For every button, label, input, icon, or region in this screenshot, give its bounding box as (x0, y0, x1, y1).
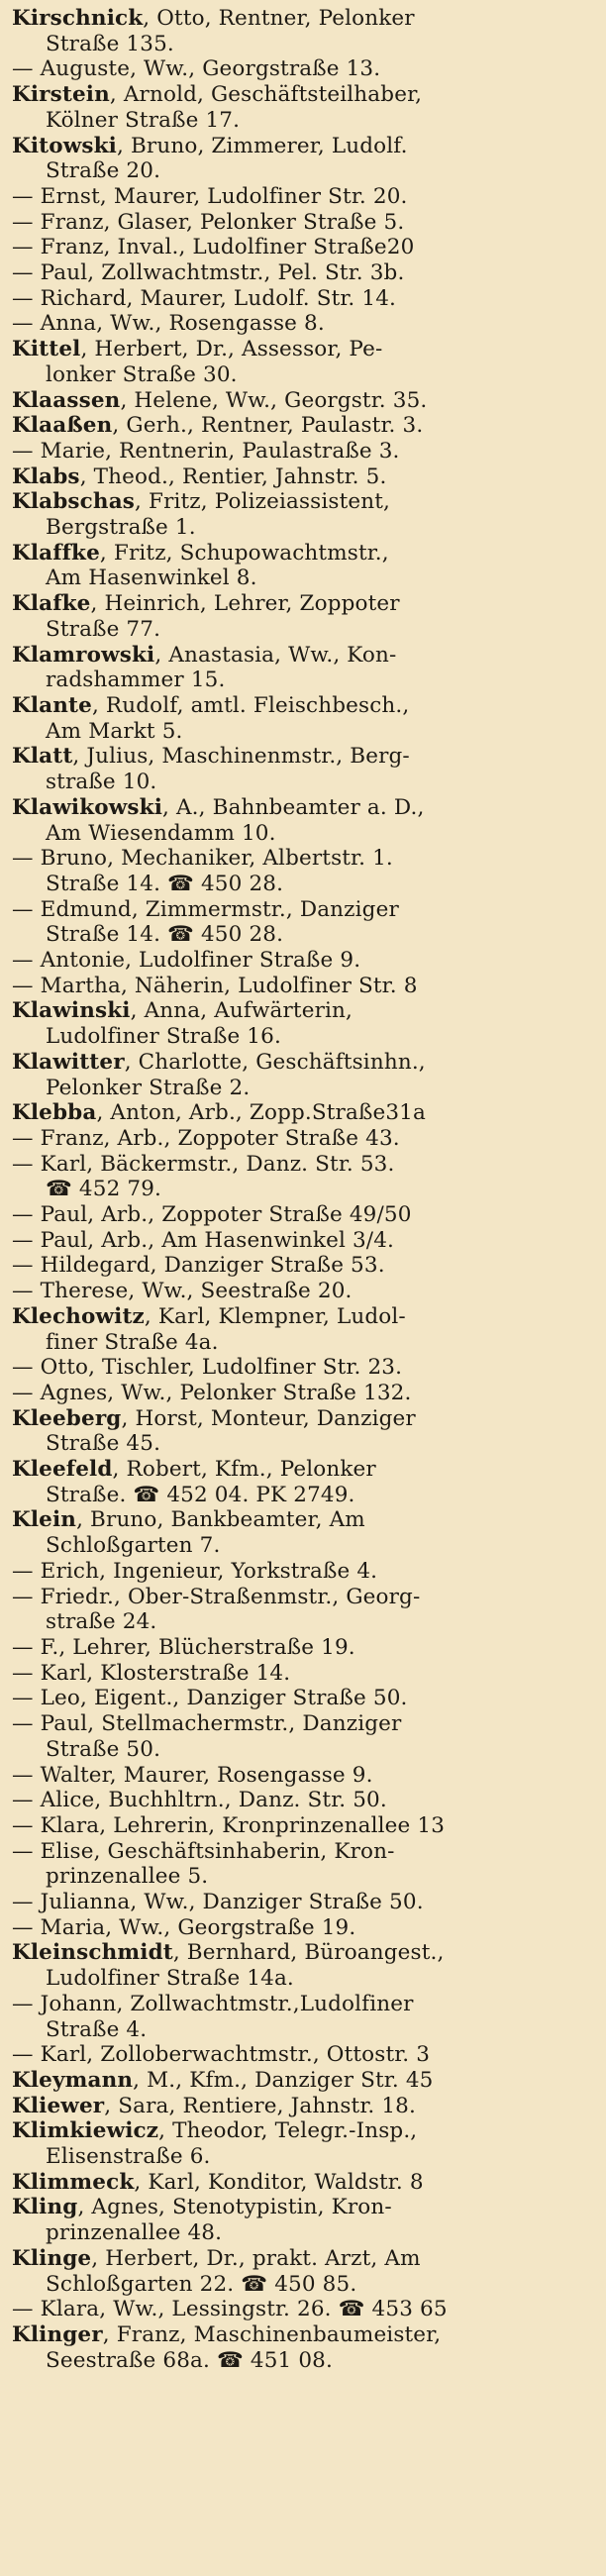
directory-entry (12, 337, 592, 387)
directory-entry (12, 1635, 592, 1661)
entry-first-line (12, 693, 592, 719)
entry-surname: Kleeberg (12, 1405, 122, 1431)
directory-entry (12, 591, 592, 642)
directory-entry (12, 1788, 592, 1813)
directory-entry (12, 56, 592, 82)
entry-surname: Klawitter (12, 1049, 125, 1075)
entry-text: — Hildegard, Danziger Straße 53. (12, 1253, 385, 1279)
entry-continuation-line (12, 922, 592, 948)
entry-first-line (12, 210, 592, 236)
directory-entry (12, 1839, 592, 1890)
entry-first-line (12, 1304, 592, 1330)
directory-entry (12, 1585, 592, 1635)
directory-entry (12, 184, 592, 210)
directory-entry (12, 1228, 592, 1254)
directory-entry (12, 1304, 592, 1355)
entry-first-line (12, 2118, 592, 2144)
entry-surname: Klimkiewicz (12, 2118, 159, 2144)
directory-entry (12, 464, 592, 490)
directory-entry (12, 260, 592, 286)
entry-text: — Franz, Glaser, Pelonker Straße 5. (12, 209, 405, 235)
directory-entry (12, 1940, 592, 1991)
entry-text: — Auguste, Ww., Georgstraße 13. (12, 56, 381, 82)
entry-text: — Johann, Zollwachtmstr.,Ludolfiner (12, 1991, 414, 2016)
entry-first-line (12, 1406, 592, 1432)
directory-entry (12, 1202, 592, 1228)
entry-text: , Charlotte, Geschäftsinhn., (124, 1049, 426, 1075)
directory-entry (12, 846, 592, 896)
entry-text: Bergstraße 1. (46, 515, 196, 541)
entry-first-line (12, 2170, 592, 2196)
entry-surname: Klinge (12, 2245, 92, 2271)
entry-text: Kölner Straße 17. (46, 107, 241, 133)
entry-continuation-line (12, 1533, 592, 1559)
directory-entry (12, 2094, 592, 2119)
directory-entry (12, 1763, 592, 1789)
entry-surname: Klebba (12, 1100, 97, 1126)
directory-entry (12, 974, 592, 999)
entry-first-line (12, 1585, 592, 1610)
entry-continuation-line (12, 719, 592, 745)
entry-continuation-line (12, 158, 592, 184)
entry-text: , Anton, Arb., Zopp.Straße31a (96, 1100, 426, 1126)
directory-entry (12, 1355, 592, 1381)
entry-surname: Kirschnick (12, 6, 144, 31)
entry-first-line (12, 1279, 592, 1304)
entry-first-line (12, 1152, 592, 1178)
entry-text: , Rudolf, amtl. Fleischbesch., (91, 692, 410, 718)
entry-surname: Kleefeld (12, 1457, 113, 1483)
entry-text: , Anastasia, Ww., Kon- (154, 642, 397, 668)
entry-first-line (12, 1126, 592, 1152)
directory-entry (12, 1507, 592, 1558)
entry-text: — Klara, Ww., Lessingstr. 26. ☎ 453 65 (12, 2297, 448, 2322)
entry-surname: Kirstein (12, 82, 110, 108)
entry-text: Straße 50. (46, 1736, 161, 1762)
entry-text: — F., Lehrer, Blücherstraße 19. (12, 1635, 355, 1660)
entry-text: — Paul, Arb., Am Hasenwinkel 3/4. (12, 1227, 395, 1253)
entry-first-line (12, 1457, 592, 1483)
entry-surname: Klawinski (12, 998, 131, 1024)
entry-text: , Julius, Maschinenmstr., Berg- (72, 744, 410, 770)
entry-first-line (12, 591, 592, 617)
entry-surname: Kling (12, 2195, 78, 2220)
entry-continuation-line (12, 2144, 592, 2170)
entry-surname: Klimmeck (12, 2169, 135, 2195)
entry-first-line (12, 1202, 592, 1228)
entry-first-line (12, 974, 592, 999)
entry-first-line (12, 2068, 592, 2094)
directory-entry (12, 1890, 592, 1915)
entry-text: , Arnold, Geschäftsteilhaber, (109, 82, 423, 108)
entry-text: , Franz, Maschinenbaumeister, (102, 2321, 442, 2347)
entry-continuation-line (12, 1177, 592, 1202)
directory-entry (12, 744, 592, 794)
directory-entry (12, 1457, 592, 1507)
entry-text: Straße 4. (46, 2016, 148, 2042)
entry-first-line (12, 1635, 592, 1661)
entry-text: Schloßgarten 22. ☎ 450 85. (46, 2271, 357, 2297)
directory-entry (12, 1711, 592, 1762)
directory-entry (12, 1915, 592, 1941)
entry-text: Am Markt 5. (46, 718, 183, 744)
entry-text: — Karl, Klosterstraße 14. (12, 1660, 291, 1686)
entry-text: — Edmund, Zimmermstr., Danziger (12, 896, 399, 922)
entry-text: — Martha, Näherin, Ludolfiner Str. 8 (12, 973, 418, 998)
entry-first-line (12, 311, 592, 337)
entry-text: , Bruno, Bankbeamter, Am (76, 1507, 365, 1533)
entry-first-line (12, 846, 592, 872)
entry-continuation-line (12, 1076, 592, 1101)
entry-surname: Klabschas (12, 489, 136, 515)
entry-continuation-line (12, 2348, 592, 2374)
entry-surname: Klinger (12, 2321, 103, 2347)
entry-text: Am Hasenwinkel 8. (46, 566, 257, 591)
entry-text: Ludolfiner Straße 16. (46, 1024, 281, 1050)
directory-entry (12, 541, 592, 591)
entry-text: , M., Kfm., Danziger Str. 45 (133, 2067, 434, 2093)
entry-text: , Theod., Rentier, Jahnstr. 5. (79, 464, 387, 489)
entry-surname: Klechowitz (12, 1303, 145, 1329)
entry-first-line (12, 489, 592, 515)
directory-entry (12, 1050, 592, 1100)
entry-continuation-line (12, 1431, 592, 1457)
entry-surname: Klaassen (12, 387, 121, 413)
entry-first-line (12, 2094, 592, 2119)
entry-text: finer Straße 4a. (46, 1329, 219, 1355)
entry-first-line (12, 1253, 592, 1279)
entry-text: — Paul, Stellmachermstr., Danziger (12, 1711, 402, 1737)
entry-first-line (12, 1381, 592, 1406)
entry-continuation-line (12, 617, 592, 643)
entry-text: — Otto, Tischler, Ludolfiner Str. 23. (12, 1355, 403, 1381)
entry-text: straße 24. (46, 1609, 157, 1635)
entry-text: — Karl, Bäckermstr., Danz. Str. 53. (12, 1151, 395, 1177)
entry-first-line (12, 1050, 592, 1076)
entry-text: , Helene, Ww., Georgstr. 35. (120, 387, 428, 413)
entry-text: , Fritz, Schupowachtmstr., (99, 540, 389, 566)
directory-entry (12, 1279, 592, 1304)
directory-entry (12, 235, 592, 260)
directory-entry (12, 439, 592, 464)
directory-entry (12, 2068, 592, 2094)
directory-entry (12, 643, 592, 693)
entry-text: — Franz, Inval., Ludolfiner Straße20 (12, 235, 415, 260)
entry-first-line (12, 1890, 592, 1915)
entry-text: — Erich, Ingenieur, Yorkstraße 4. (12, 1558, 378, 1584)
entry-first-line (12, 439, 592, 464)
directory-entry (12, 1813, 592, 1839)
entry-continuation-line (12, 1864, 592, 1890)
entry-first-line (12, 541, 592, 567)
directory-entry (12, 1661, 592, 1687)
entry-surname: Klaaßen (12, 413, 113, 439)
entry-text: , Herbert, Dr., prakt. Arzt, Am (91, 2245, 421, 2271)
directory-entry (12, 311, 592, 337)
entry-continuation-line (12, 108, 592, 134)
entry-first-line (12, 235, 592, 260)
entry-text: — Leo, Eigent., Danziger Straße 50. (12, 1686, 408, 1711)
entry-continuation-line (12, 1330, 592, 1356)
directory-entry (12, 1992, 592, 2042)
entry-first-line (12, 464, 592, 490)
entry-text: lonker Straße 30. (46, 361, 238, 387)
directory-entry (12, 693, 592, 744)
entry-text: , Sara, Rentiere, Jahnstr. 18. (104, 2093, 416, 2118)
entry-text: Straße. ☎ 452 04. PK 2749. (46, 1482, 355, 1507)
directory-column (12, 6, 592, 2373)
entry-first-line (12, 1661, 592, 1687)
directory-entry (12, 1406, 592, 1457)
entry-text: — Paul, Zollwachtmstr., Pel. Str. 3b. (12, 260, 405, 286)
entry-text: — Anna, Ww., Rosengasse 8. (12, 311, 325, 337)
directory-entry (12, 82, 592, 133)
entry-first-line (12, 1813, 592, 1839)
entry-continuation-line (12, 515, 592, 541)
directory-entry (12, 1253, 592, 1279)
entry-first-line (12, 1228, 592, 1254)
directory-entry (12, 2297, 592, 2322)
entry-text: , Theodor, Telegr.-Insp., (158, 2118, 418, 2144)
entry-text: — Bruno, Mechaniker, Albertstr. 1. (12, 846, 393, 872)
entry-text: Straße 135. (46, 31, 174, 56)
entry-first-line (12, 337, 592, 362)
entry-continuation-line (12, 2220, 592, 2246)
entry-first-line (12, 1940, 592, 1966)
entry-first-line (12, 6, 592, 32)
entry-text: — Marie, Rentnerin, Paulastraße 3. (12, 438, 400, 464)
entry-text: Am Wiesendamm 10. (46, 820, 276, 846)
directory-entry (12, 2195, 592, 2245)
entry-text: , Anna, Aufwärterin, (130, 998, 354, 1024)
directory-entry (12, 1152, 592, 1202)
entry-text: — Klara, Lehrerin, Kronprinzenallee 13 (12, 1812, 446, 1838)
directory-entry (12, 2170, 592, 2196)
entry-first-line (12, 260, 592, 286)
entry-text: straße 10. (46, 770, 157, 795)
entry-first-line (12, 2322, 592, 2348)
entry-first-line (12, 2042, 592, 2068)
entry-surname: Klafke (12, 591, 91, 617)
entry-text: — Paul, Arb., Zoppoter Straße 49/50 (12, 1202, 412, 1228)
directory-entry (12, 2322, 592, 2373)
entry-first-line (12, 1507, 592, 1533)
entry-continuation-line (12, 1024, 592, 1050)
entry-first-line (12, 1763, 592, 1789)
entry-text: — Agnes, Ww., Pelonker Straße 132. (12, 1380, 412, 1405)
entry-first-line (12, 82, 592, 108)
directory-entry (12, 2042, 592, 2068)
entry-surname: Kliewer (12, 2093, 105, 2118)
entry-text: , A., Bahnbeamter a. D., (162, 794, 425, 820)
entry-text: — Walter, Maurer, Rosengasse 9. (12, 1762, 373, 1788)
entry-text: Schloßgarten 7. (46, 1533, 221, 1559)
entry-text: , Karl, Konditor, Waldstr. 8 (134, 2169, 424, 2195)
entry-first-line (12, 1839, 592, 1865)
entry-first-line (12, 744, 592, 770)
entry-text: , Fritz, Polizeiassistent, (135, 489, 391, 515)
entry-continuation-line (12, 1737, 592, 1763)
entry-first-line (12, 1711, 592, 1737)
entry-continuation-line (12, 32, 592, 57)
entry-continuation-line (12, 821, 592, 847)
entry-text: Straße 45. (46, 1431, 161, 1457)
entry-text: Pelonker Straße 2. (46, 1075, 251, 1100)
directory-entry (12, 998, 592, 1049)
entry-text: Straße 20. (46, 158, 161, 184)
entry-first-line (12, 948, 592, 974)
entry-text: Elisenstraße 6. (46, 2144, 211, 2170)
entry-continuation-line (12, 872, 592, 897)
entry-first-line (12, 2246, 592, 2272)
entry-text: — Richard, Maurer, Ludolf. Str. 14. (12, 285, 397, 311)
directory-entry (12, 286, 592, 312)
entry-text: — Ernst, Maurer, Ludolfiner Str. 20. (12, 183, 408, 209)
entry-continuation-line (12, 2017, 592, 2043)
directory-entry (12, 134, 592, 184)
entry-continuation-line (12, 362, 592, 388)
entry-first-line (12, 2297, 592, 2322)
entry-first-line (12, 56, 592, 82)
entry-surname: Kleymann (12, 2067, 134, 2093)
entry-surname: Klabs (12, 464, 80, 489)
directory-entry (12, 6, 592, 56)
entry-text: , Agnes, Stenotypistin, Kron- (77, 2195, 392, 2220)
entry-first-line (12, 286, 592, 312)
entry-text: , Heinrich, Lehrer, Zoppoter (90, 591, 400, 617)
entry-surname: Klaffke (12, 540, 100, 566)
directory-entry (12, 1100, 592, 1126)
entry-text: — Karl, Zolloberwachtmstr., Ottostr. 3 (12, 2042, 431, 2068)
entry-text: prinzenallee 48. (46, 2220, 223, 2246)
entry-surname: Klante (12, 692, 92, 718)
entry-first-line (12, 1686, 592, 1711)
entry-text: — Alice, Buchhltrn., Danz. Str. 50. (12, 1788, 387, 1813)
directory-entry (12, 388, 592, 414)
entry-text: , Karl, Klempner, Ludol- (144, 1303, 406, 1329)
directory-entry (12, 489, 592, 540)
entry-text: Seestraße 68a. ☎ 451 08. (46, 2347, 333, 2373)
entry-surname: Klamrowski (12, 642, 155, 668)
directory-entry (12, 897, 592, 948)
entry-first-line (12, 413, 592, 439)
entry-continuation-line (12, 668, 592, 693)
directory-entry (12, 1559, 592, 1585)
entry-text: — Antonie, Ludolfiner Straße 9. (12, 948, 361, 974)
entry-continuation-line (12, 1966, 592, 1992)
entry-text: , Bernhard, Büroangest., (172, 1940, 445, 1966)
entry-first-line (12, 1355, 592, 1381)
entry-continuation-line (12, 2272, 592, 2298)
entry-continuation-line (12, 1483, 592, 1508)
entry-surname: Kitowski (12, 133, 118, 158)
entry-first-line (12, 998, 592, 1024)
entry-surname: Klatt (12, 744, 73, 770)
entry-first-line (12, 388, 592, 414)
entry-text: Straße 77. (46, 616, 161, 642)
entry-text: , Bruno, Zimmerer, Ludolf. (117, 133, 408, 158)
entry-continuation-line (12, 566, 592, 591)
directory-entry (12, 2118, 592, 2169)
entry-first-line (12, 1788, 592, 1813)
entry-first-line (12, 184, 592, 210)
directory-entry (12, 1381, 592, 1406)
entry-first-line (12, 643, 592, 669)
entry-text: — Therese, Ww., Seestraße 20. (12, 1279, 353, 1304)
entry-text: Straße 14. ☎ 450 28. (46, 871, 284, 896)
directory-entry (12, 1686, 592, 1711)
entry-text: prinzenallee 5. (46, 1864, 209, 1890)
entry-text: , Robert, Kfm., Pelonker (112, 1457, 376, 1483)
entry-surname: Kleinschmidt (12, 1940, 173, 1966)
entry-first-line (12, 134, 592, 159)
entry-first-line (12, 1100, 592, 1126)
directory-entry (12, 2246, 592, 2297)
directory-entry (12, 795, 592, 846)
entry-surname: Klawikowski (12, 794, 163, 820)
entry-surname: Kittel (12, 337, 81, 362)
entry-first-line (12, 795, 592, 821)
entry-first-line (12, 1915, 592, 1941)
entry-surname: Klein (12, 1507, 77, 1533)
entry-text: , Gerh., Rentner, Paulastr. 3. (112, 413, 424, 439)
entry-text: — Friedr., Ober-Straßenmstr., Georg- (12, 1584, 421, 1609)
entry-first-line (12, 1992, 592, 2017)
entry-text: , Herbert, Dr., Assessor, Pe- (80, 337, 383, 362)
entry-continuation-line (12, 1609, 592, 1635)
entry-continuation-line (12, 770, 592, 795)
entry-text: radshammer 15. (46, 668, 226, 693)
entry-text: , Horst, Monteur, Danziger (121, 1405, 416, 1431)
entry-first-line (12, 1559, 592, 1585)
entry-text: ☎ 452 79. (46, 1177, 162, 1202)
entry-text: — Elise, Geschäftsinhaberin, Kron- (12, 1838, 395, 1864)
entry-text: Ludolfiner Straße 14a. (46, 1966, 294, 1992)
entry-text: — Maria, Ww., Georgstraße 19. (12, 1914, 356, 1940)
entry-text: Straße 14. ☎ 450 28. (46, 922, 284, 948)
entry-text: — Julianna, Ww., Danziger Straße 50. (12, 1890, 424, 1915)
directory-entry (12, 948, 592, 974)
entry-text: , Otto, Rentner, Pelonker (143, 6, 415, 31)
entry-first-line (12, 2195, 592, 2220)
directory-entry (12, 413, 592, 439)
entry-first-line (12, 897, 592, 923)
directory-entry (12, 210, 592, 236)
directory-entry (12, 1126, 592, 1152)
entry-text: — Franz, Arb., Zoppoter Straße 43. (12, 1125, 400, 1151)
